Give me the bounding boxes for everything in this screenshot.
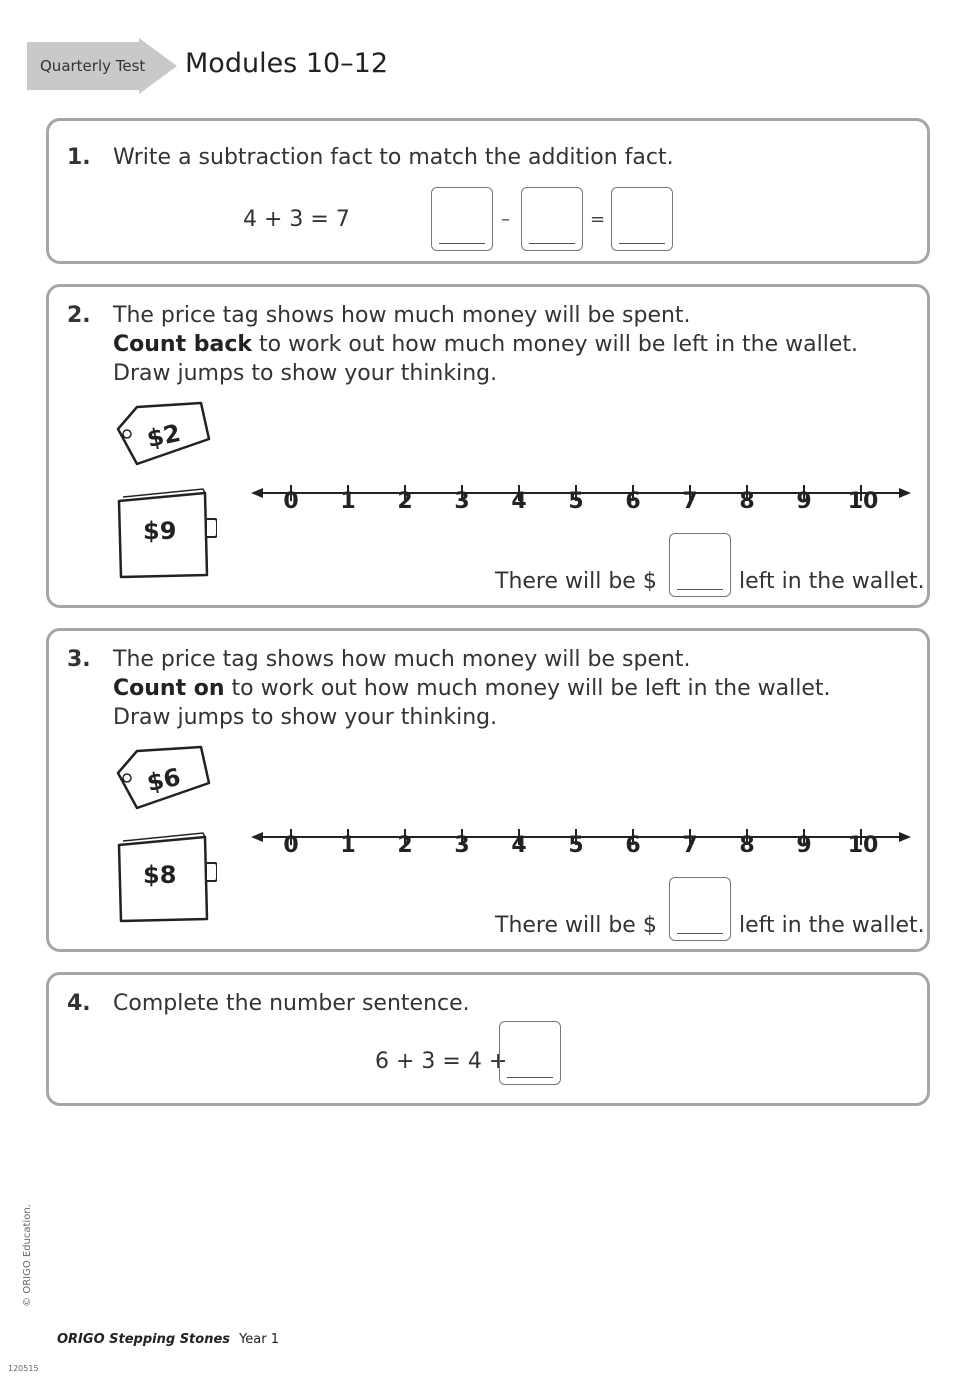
equals-sign: = bbox=[590, 209, 606, 230]
count-on-text: Count on bbox=[113, 676, 225, 701]
question-1-number: 1. bbox=[67, 145, 91, 170]
nl1-label-1: 1 bbox=[340, 489, 356, 514]
nl1-label-0: 0 bbox=[283, 489, 299, 514]
wallet-amount: $9 bbox=[143, 517, 177, 545]
document-code: 120515 bbox=[8, 1364, 39, 1373]
question-2-line-3: Draw jumps to show your thinking. bbox=[113, 361, 498, 386]
q2-answer-suffix: left in the wallet. bbox=[739, 569, 925, 594]
year-level: Year 1 bbox=[239, 1332, 280, 1347]
quarterly-test-label: Quarterly Test bbox=[40, 57, 146, 75]
q3-answer-suffix: left in the wallet. bbox=[739, 913, 925, 938]
price-tag-amount: $2 bbox=[144, 418, 183, 454]
q2-answer-prefix: There will be $ bbox=[495, 569, 657, 594]
nl2-label-10: 10 bbox=[847, 833, 879, 858]
question-2-line-1: The price tag shows how much money will be spent. bbox=[113, 303, 691, 328]
nl1-label-4: 4 bbox=[511, 489, 527, 514]
q3-answer-box[interactable] bbox=[669, 877, 731, 941]
nl2-label-7: 7 bbox=[682, 833, 698, 858]
question-1-text: Write a subtraction fact to match the addition fact. bbox=[113, 145, 674, 170]
price-tag-amount: $6 bbox=[144, 762, 183, 798]
nl2-label-0: 0 bbox=[283, 833, 299, 858]
question-1-panel bbox=[46, 118, 930, 264]
question-3-line-2 bbox=[113, 674, 831, 703]
nl2-label-5: 5 bbox=[568, 833, 584, 858]
count-back-text: Count back bbox=[113, 332, 253, 357]
number-sentence: 6 + 3 = 4 + bbox=[375, 1049, 508, 1074]
nl1-label-10: 10 bbox=[847, 489, 879, 514]
brand-name: ORIGO Stepping Stones bbox=[57, 1332, 231, 1347]
nl2-label-9: 9 bbox=[796, 833, 812, 858]
q4-answer-box[interactable] bbox=[499, 1021, 561, 1085]
question-2-line-2 bbox=[113, 330, 858, 359]
question-2-number: 2. bbox=[67, 303, 91, 328]
nl2-label-8: 8 bbox=[739, 833, 755, 858]
question-3-line-2-rest: to work out how much money will be left in the wallet. bbox=[224, 676, 831, 701]
nl1-label-6: 6 bbox=[625, 489, 641, 514]
q3-answer-prefix: There will be $ bbox=[495, 913, 657, 938]
nl1-label-3: 3 bbox=[454, 489, 470, 514]
nl2-label-3: 3 bbox=[454, 833, 470, 858]
page-title: Modules 10–12 bbox=[185, 48, 389, 79]
copyright-notice: © ORIGO Education. bbox=[21, 1204, 33, 1307]
answer-box-3[interactable] bbox=[611, 187, 673, 251]
question-3-panel bbox=[46, 628, 930, 952]
nl2-label-2: 2 bbox=[397, 833, 413, 858]
nl1-label-5: 5 bbox=[568, 489, 584, 514]
question-3-line-3: Draw jumps to show your thinking. bbox=[113, 705, 498, 730]
nl1-label-9: 9 bbox=[796, 489, 812, 514]
footer-brand bbox=[57, 1332, 279, 1347]
minus-sign: – bbox=[501, 209, 510, 230]
nl1-label-7: 7 bbox=[682, 489, 698, 514]
question-2-line-2-rest: to work out how much money will be left in the wallet. bbox=[252, 332, 858, 357]
wallet-amount: $8 bbox=[143, 861, 177, 889]
addition-fact: 4 + 3 = 7 bbox=[243, 207, 350, 232]
nl1-label-2: 2 bbox=[397, 489, 413, 514]
answer-box-1[interactable] bbox=[431, 187, 493, 251]
question-4-panel bbox=[46, 972, 930, 1106]
nl1-label-8: 8 bbox=[739, 489, 755, 514]
nl2-label-1: 1 bbox=[340, 833, 356, 858]
question-2-panel bbox=[46, 284, 930, 608]
question-3-line-1: The price tag shows how much money will be spent. bbox=[113, 647, 691, 672]
question-4-text: Complete the number sentence. bbox=[113, 991, 470, 1016]
answer-box-2[interactable] bbox=[521, 187, 583, 251]
question-3-number: 3. bbox=[67, 647, 91, 672]
q2-answer-box[interactable] bbox=[669, 533, 731, 597]
nl2-label-4: 4 bbox=[511, 833, 527, 858]
nl2-label-6: 6 bbox=[625, 833, 641, 858]
question-4-number: 4. bbox=[67, 991, 91, 1016]
